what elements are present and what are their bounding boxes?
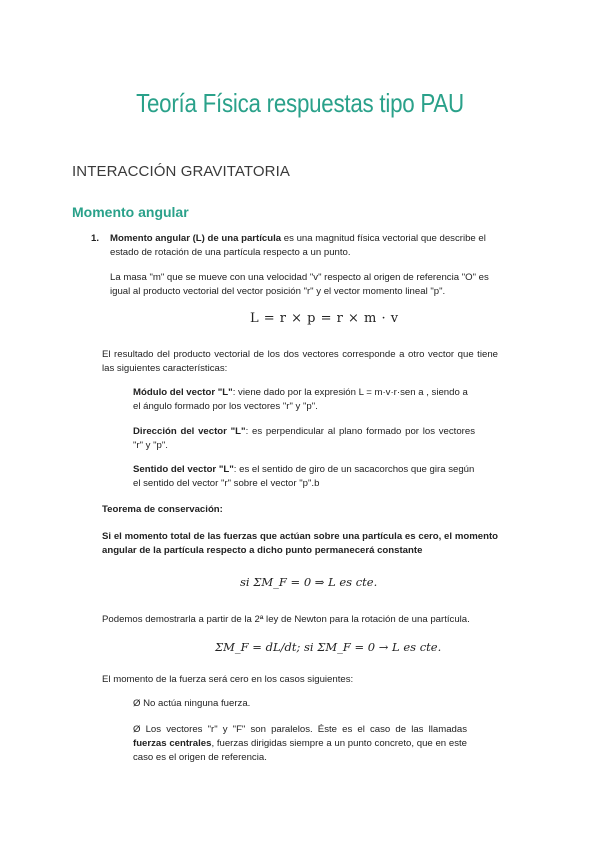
case-parallel-bold: fuerzas centrales [133, 738, 212, 749]
case-parallel [133, 723, 467, 765]
property-direccion-label: Dirección del vector "L" [133, 426, 246, 437]
theorem-statement: Si el momento total de las fuerzas que actúan sobre una partícula es cero, el momento angular de la partícula respecto a dicho punto permanecerá constante [102, 531, 498, 556]
case-parallel-text-b: , fuerzas dirigidas siempre a un punto concreto, que en este caso es el origen de referencia. [133, 738, 467, 763]
case-no-force: Ø No actúa ninguna fuerza. [133, 698, 251, 709]
list-number: 1. [91, 233, 100, 244]
paragraph-moment: El momento de la fuerza será cero en los casos siguientes: [102, 674, 354, 685]
property-sentido [133, 463, 475, 491]
property-direccion [133, 425, 475, 453]
property-sentido-label: Sentido del vector "L" [133, 464, 234, 475]
paragraph-masa: La masa "m" que se mueve con una velocidad "v" respecto al origen de referencia "O" es igual al producto vectorial del vector posición "r" y el vector momento lineal "p". [110, 272, 489, 297]
property-modulo [133, 386, 473, 414]
theorem-heading: Teorema de conservación: [102, 504, 223, 515]
paragraph-result: El resultado del producto vectorial de los dos vectores corresponde a otro vector que tiene las siguientes características: [102, 349, 498, 374]
formula-newton: ΣM_F = dL/dt; si ΣM_F = 0 → L es cte. [215, 640, 442, 654]
property-sentido-text: : es el sentido de giro de un sacacorchos que gira según el sentido del vector "r" sobre el vector "p".b [133, 464, 475, 489]
list-item-definition [110, 232, 502, 260]
page-title: Teoría Física respuestas tipo PAU [136, 88, 464, 118]
property-modulo-label: Módulo del vector "L" [133, 387, 233, 398]
paragraph-demo: Podemos demostrarla a partir de la 2ª ley de Newton para la rotación de una partícula. [102, 614, 470, 625]
definition-term: Momento angular (L) de una partícula [110, 233, 282, 244]
subsection-heading: Momento angular [72, 204, 189, 220]
case-parallel-text-a: Ø Los vectores "r" y "F" son paralelos. Éste es el caso de las llamadas [133, 724, 467, 735]
formula-conservation: si ΣM_F = 0 ⇒ L es cte. [240, 575, 378, 589]
section-heading: INTERACCIÓN GRAVITATORIA [72, 163, 290, 180]
property-modulo-text: : viene dado por la expresión L = m·v·r·sen a , siendo a el ángulo formado por los vectores "r" y "p". [133, 387, 468, 412]
property-direccion-text: : es perpendicular al plano formado por los vectores "r" y "p". [133, 426, 475, 451]
formula-angular-momentum: L = r × p = r × m · v [250, 311, 399, 326]
definition-text: es una magnitud física vectorial que describe el estado de rotación de una partícula respecto a un punto. [110, 233, 486, 258]
